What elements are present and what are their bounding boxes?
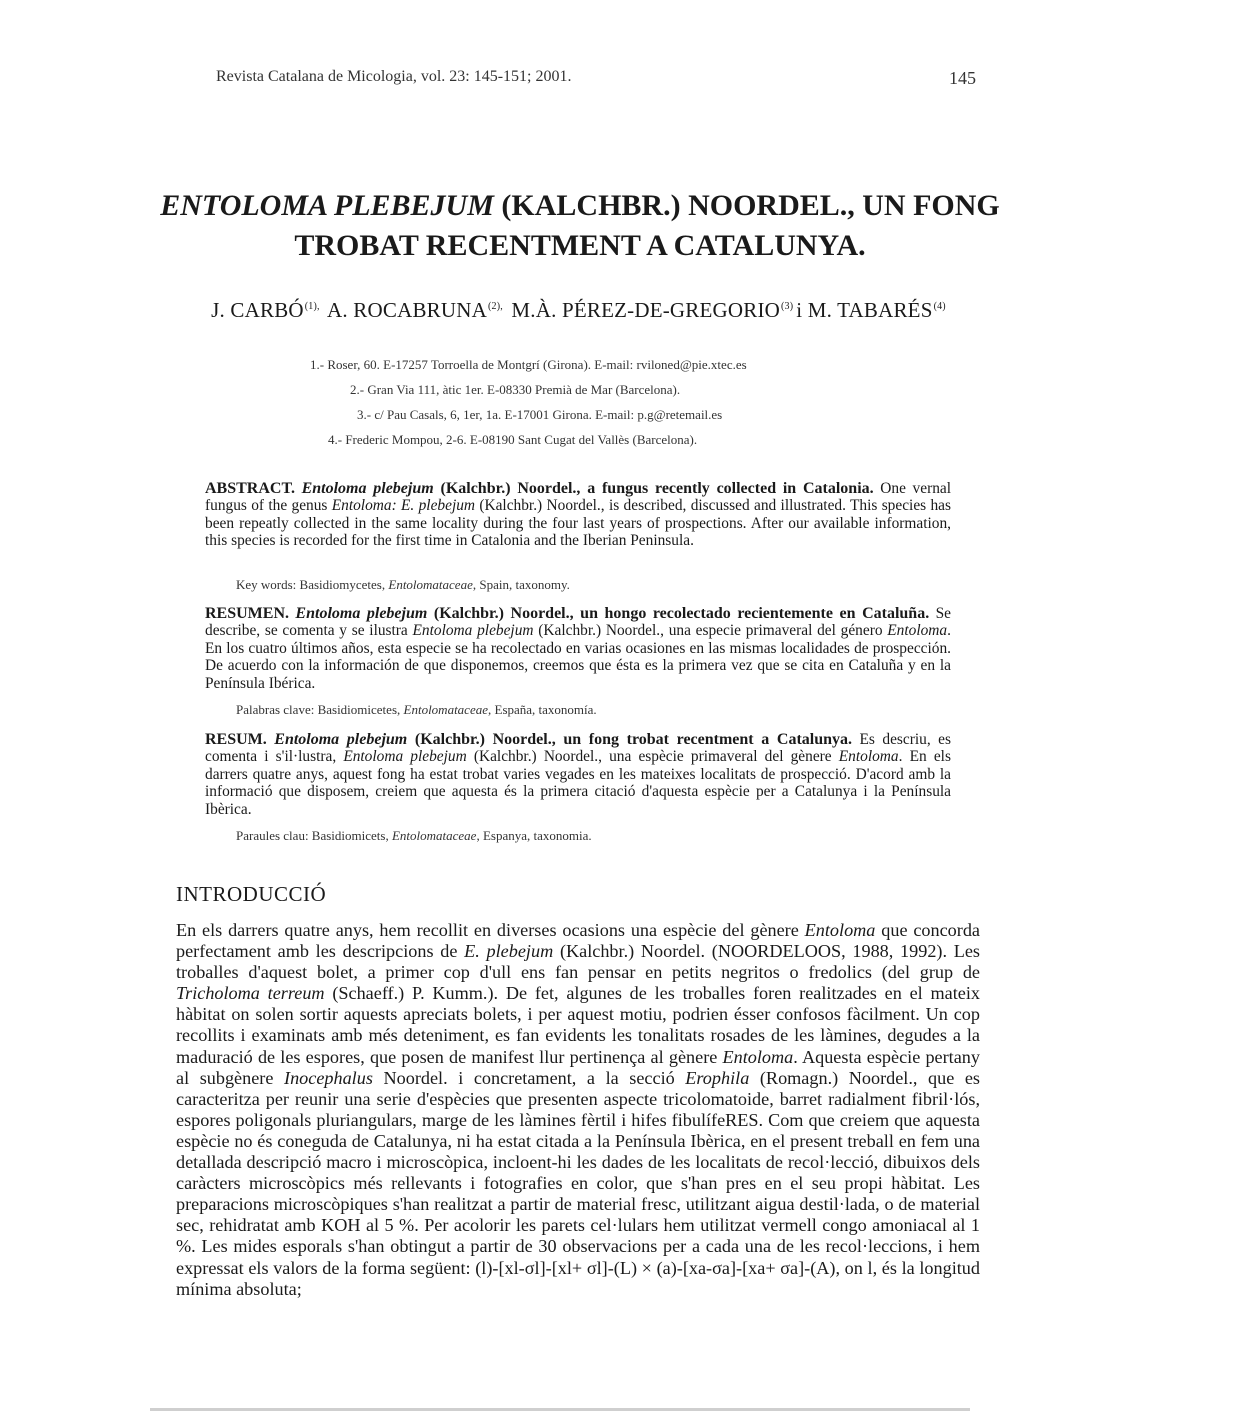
resum-title-rest: (Kalchbr.) Noordel., un fong trobat recentment a Catalunya.	[414, 731, 853, 748]
title-line2: TROBAT RECENTMENT A CATALUNYA.	[294, 229, 866, 262]
body-text: . Aquesta espècie pertany al subgènere	[176, 1046, 980, 1088]
resumen-label: RESUMEN.	[205, 605, 290, 622]
title-species: ENTOLOMA PLEBEJUM	[160, 189, 494, 222]
keywords-rest: , España, taxonomía.	[488, 702, 597, 717]
article-title	[150, 186, 1010, 266]
resumen-text: Se describe, se comenta y se ilustra	[205, 605, 952, 640]
resum-italic: Entoloma plebejum	[343, 748, 467, 766]
author-name: i M. TABARÉS	[796, 298, 933, 322]
resum-species: Entoloma plebejum	[274, 731, 408, 748]
body-text: (Kalchbr.) Noordel. (NOORDELOOS, 1988, 1992). Les troballes d'aquest bolet, a primer cop d'ull ens fan pensar en petits negritos o fredolics (del grup de	[176, 941, 981, 983]
author-mark: (4)	[933, 301, 946, 312]
resumen-title-rest: (Kalchbr.) Noordel., un hongo recolectado recientemente en Cataluña.	[433, 605, 930, 622]
abstract-italic: Entoloma: E. plebejum	[331, 497, 476, 515]
address-line: 2.- Gran Via 111, àtic 1er. E-08330 Premià de Mar (Barcelona).	[350, 382, 681, 397]
body-text: (Schaeff.) P. Kumm.). De fet, algunes de les troballes foren realitzades en el mateix hàbitat on solen sortir aquests apreciats bolets, i per aquest motiu, podrien ésser confosos fàcilment. Un cop recollits i examinats amb més deteniment, es fan evidents les tonalitats rosades de les làmines, degudes a la maduració de les espores, que posen de manifest llur pertinença al gènere	[176, 983, 980, 1067]
keywords-rest: , Espanya, taxonomia.	[476, 828, 592, 843]
resum-text: Es descriu, es comenta i s'il·lustra,	[205, 731, 951, 766]
author-name: M.À. PÉREZ-DE-GREGORIO	[511, 298, 781, 322]
body-text: que concorda perfectament amb les descripcions de	[176, 920, 980, 962]
author-name: A. ROCABRUNA	[327, 298, 487, 322]
body-italic: E. plebejum	[464, 941, 554, 962]
keywords-family: Entolomataceae	[391, 828, 477, 843]
author-mark: (3)	[781, 301, 794, 312]
title-line1-rest: (KALCHBR.) NOORDEL., UN FONG	[493, 189, 1000, 222]
abstract-species: Entoloma plebejum	[301, 480, 434, 497]
address-line: 3.- c/ Pau Casals, 6, 1er, 1a. E-17001 Girona. E-mail: p.g@retemail.es	[357, 407, 723, 422]
author-mark: (2),	[487, 301, 503, 312]
introduction-body	[176, 920, 980, 1300]
body-italic: Entoloma	[804, 920, 876, 940]
author-list	[150, 298, 1010, 323]
page-number: 145	[949, 68, 976, 88]
bottom-scan-edge	[150, 1408, 970, 1411]
body-text: En els darrers quatre anys, hem recollit en diverses ocasions una espècie del gènere	[176, 920, 799, 940]
abstract-label: ABSTRACT.	[205, 480, 295, 497]
resumen-text: . En los cuatro últimos años, esta especie se ha recolectado en varias ocasiones en las mismas localidades de prospección. De acuerdo con la información de que disponemos, creemos que ésta es la primera vez que se cita en Cataluña y en la Península Ibérica.	[205, 622, 951, 692]
author-addresses	[250, 352, 920, 452]
keywords-label: Key words: Basidiomycetes,	[236, 577, 386, 592]
section-heading: INTRODUCCIÓ	[176, 882, 327, 906]
abstract-text: One vernal fungus of the genus	[205, 480, 951, 515]
abstract-text: (Kalchbr.) Noordel., is described, discussed and illustrated. This species has been repeatly collected in the same locality during the four last years of prospections. After our available information, this species is recorded for the first time in Catalonia and the Iberian Peninsula.	[205, 497, 951, 550]
keywords-label: Palabras clave: Basidiomicetes,	[236, 702, 401, 717]
resumen-species: Entoloma plebejum	[295, 605, 428, 622]
body-text: Noordel. i concretament, a la secció	[383, 1067, 675, 1088]
author-name: J. CARBÓ	[211, 298, 304, 322]
author-mark: (1),	[304, 301, 320, 312]
body-italic: Entoloma	[722, 1046, 794, 1067]
keywords-catalan	[236, 828, 592, 844]
resum-text: (Kalchbr.) Noordel., una espècie primaveral del gènere	[473, 748, 832, 766]
abstract-catalan	[205, 731, 951, 818]
keywords-spanish	[236, 702, 597, 718]
keywords-label: Paraules clau: Basidiomicets,	[236, 828, 389, 843]
abstract-title-rest: (Kalchbr.) Noordel., a fungus recently collected in Catalonia.	[440, 480, 874, 497]
keywords-family: Entolomataceae	[388, 577, 473, 592]
keywords-family: Entolomataceae	[403, 702, 488, 717]
keywords-english	[236, 577, 570, 593]
resumen-text: (Kalchbr.) Noordel., una especie primaveral del género	[538, 622, 883, 640]
keywords-rest: , Spain, taxonomy.	[472, 577, 570, 592]
body-italic: Tricholoma terreum	[176, 983, 325, 1004]
journal-citation: Revista Catalana de Micologia, vol. 23: 145-151; 2001.	[216, 68, 572, 85]
resumen-italic: Entoloma plebejum	[412, 622, 534, 640]
resum-text: . En els darrers quatre anys, aquest fong ha estat trobat varies vegades en les mateixes localitats de prospecció. D'acord amb la informació que disposem, creiem que aquesta és la primera citació d'aquesta espècie per a Catalunya i la Península Ibèrica.	[205, 748, 951, 818]
body-text: (Romagn.) Noordel., que es caracteritza per reunir una serie d'espècies que presenten aspecte tricolomatoide, barret radialment fibril·lós, espores poligonals pluriangulars, marge de les làmines fèrtil i hifes fibulífeRES. Com que creiem que aquesta espècie no és coneguda de Catalunya, ni ha estat citada a la Península Ibèrica, en el present treball en fem una detallada descripció macro i microscòpica, incloent-hi les dades de les localitats de recol·lecció, dibuixos dels caràcters microscòpics més rellevants i fotografies en color, que s'han pres en el seu propi hàbitat. Les preparacions microscòpiques s'han realitzat a partir de material fresc, utilitzant aigua destil·lada, o de material sec, rehidratat amb KOH al 5 %. Per acolorir les parets cel·lulars hem utilitzat vermell congo amoniacal al 1 %. Les mides esporals s'han obtingut a partir de 30 observacions per a cada una de les recol·leccions, i hem expressat els valors de la forma següent: (l)-[xl-σl]-[xl+ σl]-(L) × (a)-[xa-σa]-[xa+ σa]-(A), on l, és la longitud mínima absoluta;	[176, 1067, 980, 1299]
abstract-english	[205, 480, 951, 550]
body-italic: Inocephalus	[284, 1067, 373, 1088]
address-line: 4.- Frederic Mompou, 2-6. E-08190 Sant Cugat del Vallès (Barcelona).	[328, 432, 698, 447]
resum-italic: Entoloma	[838, 748, 899, 766]
abstract-spanish	[205, 605, 951, 692]
body-italic: Erophila	[685, 1067, 750, 1088]
resum-label: RESUM.	[205, 731, 267, 748]
running-header	[216, 68, 976, 86]
resumen-italic: Entoloma	[887, 622, 948, 640]
address-line: 1.- Roser, 60. E-17257 Torroella de Montgrí (Girona). E-mail: rviloned@pie.xtec.es	[310, 357, 747, 372]
